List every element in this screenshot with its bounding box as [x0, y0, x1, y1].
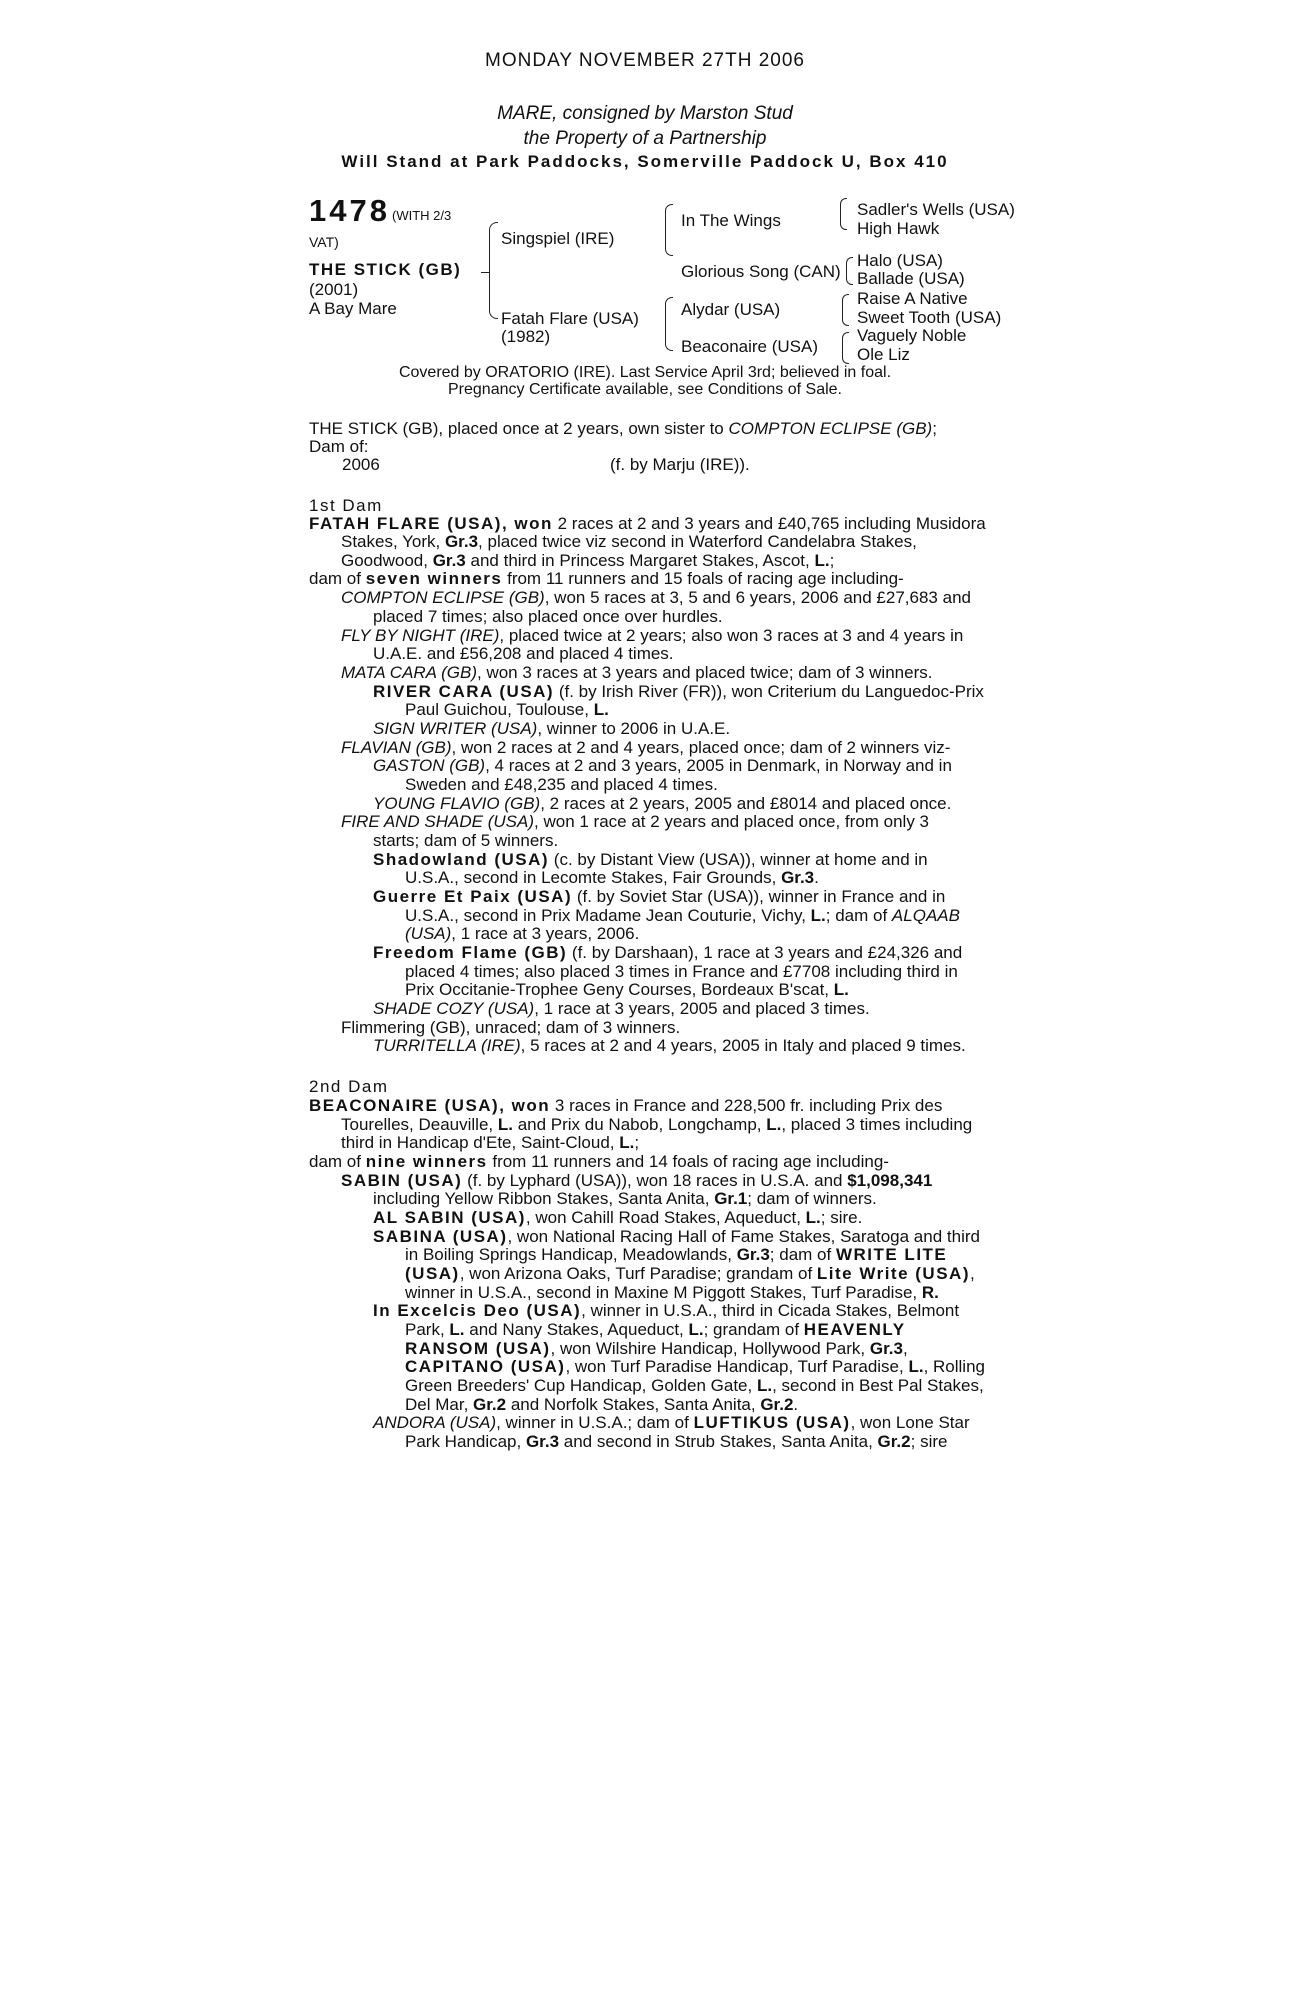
produce-entry: including Yellow Ribbon Stakes, Santa Anita, Gr.1; dam of winners.	[373, 1189, 877, 1208]
dam-dam: Beaconaire (USA)	[681, 337, 819, 356]
produce-entry: GASTON (GB), 4 races at 2 and 3 years, 2005 in Denmark, in Norway and in	[373, 756, 952, 775]
second-dam-heading: 2nd Dam	[309, 1077, 389, 1096]
produce-entry: Green Breeders' Cup Handicap, Golden Gate, L., second in Best Pal Stakes,	[405, 1376, 984, 1395]
produce-entry: (USA), 1 race at 3 years, 2006.	[405, 924, 640, 943]
produce-entry: Guerre Et Paix (USA) (f. by Soviet Star (USA)), winner in France and in	[373, 887, 946, 906]
dam-sire-dam: Sweet Tooth (USA)	[857, 308, 1002, 327]
produce-entry: Shadowland (USA) (c. by Distant View (USA)), winner at home and in	[373, 850, 928, 869]
property: the Property of a Partnership	[523, 128, 767, 149]
produce-entry: placed 7 times; also placed once over hurdles.	[373, 607, 723, 626]
produce-entry: SABINA (USA), won National Racing Hall of Fame Stakes, Saratoga and third	[373, 1227, 980, 1246]
produce-entry: FLY BY NIGHT (IRE), placed twice at 2 years; also won 3 races at 3 and 4 years in	[341, 626, 964, 645]
produce-entry: CAPITANO (USA), won Turf Paradise Handicap, Turf Paradise, L., Rolling	[405, 1357, 985, 1376]
dam-sire: Alydar (USA)	[681, 300, 781, 319]
lot-number: 1478	[309, 193, 390, 228]
pedigree-brace-upper	[489, 222, 498, 273]
produce-entry: Del Mar, Gr.2 and Norfolk Stakes, Santa Anita, Gr.2.	[405, 1395, 799, 1414]
sire-sire: In The Wings	[681, 211, 781, 230]
sale-date: MONDAY NOVEMBER 27TH 2006	[485, 50, 805, 71]
sd-brace	[846, 257, 853, 285]
produce-entry: MATA CARA (GB), won 3 races at 3 years and placed twice; dam of 3 winners.	[341, 663, 933, 682]
produce-entry: In Excelcis Deo (USA), winner in U.S.A., third in Cicada Stakes, Belmont	[373, 1301, 960, 1320]
horse-name: THE STICK (GB)	[309, 260, 462, 279]
dam-year: (1982)	[501, 327, 551, 346]
produce-entry: RIVER CARA (USA) (f. by Irish River (FR)), won Criterium du Languedoc-Prix	[373, 682, 984, 701]
produce-entry: in Boiling Springs Handicap, Meadowlands, Gr.3; dam of WRITE LITE	[405, 1245, 948, 1264]
dam: Fatah Flare (USA)	[501, 309, 639, 328]
dam-of-label: Dam of:	[309, 437, 369, 456]
produce-entry: SHADE COZY (USA), 1 race at 3 years, 2005 and placed 3 times.	[373, 999, 870, 1018]
first-dam-line: dam of seven winners from 11 runners and 15 foals of racing age including-	[309, 569, 904, 588]
produce-entry: SIGN WRITER (USA), winner to 2006 in U.A.E.	[373, 719, 731, 738]
produce-entry: Flimmering (GB), unraced; dam of 3 winners.	[341, 1018, 681, 1037]
produce-entry: YOUNG FLAVIO (GB), 2 races at 2 years, 2005 and £8014 and placed once.	[373, 794, 952, 813]
pregnancy-note: Pregnancy Certificate available, see Conditions of Sale.	[448, 381, 842, 398]
sire-dam-dam: Ballade (USA)	[857, 269, 965, 288]
second-dam-line: dam of nine winners from 11 runners and 14 foals of racing age including-	[309, 1152, 889, 1171]
produce-entry: RANSOM (USA), won Wilshire Handicap, Hollywood Park, Gr.3,	[405, 1339, 908, 1358]
produce-entry: Paul Guichou, Toulouse, L.	[405, 700, 609, 719]
produce-entry: SABIN (USA) (f. by Lyphard (USA)), won 18 races in U.S.A. and $1,098,341	[341, 1171, 933, 1190]
vat-note-end: VAT)	[309, 234, 339, 250]
produce-entry: FLAVIAN (GB), won 2 races at 2 and 4 years, placed once; dam of 2 winners viz-	[341, 738, 951, 757]
first-dam-line: Goodwood, Gr.3 and third in Princess Margaret Stakes, Ascot, L.;	[341, 551, 835, 570]
dam-dam-sire: Vaguely Noble	[857, 326, 967, 345]
produce-entry: Prix Occitanie-Trophee Geny Courses, Bordeaux B'scat, L.	[405, 980, 849, 999]
produce-entry: FIRE AND SHADE (USA), won 1 race at 2 years and placed once, from only 3	[341, 812, 930, 831]
pedigree-brace-tick	[481, 272, 489, 273]
first-dam-heading: 1st Dam	[309, 496, 383, 515]
produce-entry: COMPTON ECLIPSE (GB), won 5 races at 3, 5 and 6 years, 2006 and £27,683 and	[341, 588, 971, 607]
produce-entry: (USA), won Arizona Oaks, Turf Paradise; grandam of Lite Write (USA),	[405, 1264, 975, 1283]
first-dam-line: Stakes, York, Gr.3, placed twice viz second in Waterford Candelabra Stakes,	[341, 532, 917, 551]
produce-entry: Park Handicap, Gr.3 and second in Strub Stakes, Santa Anita, Gr.2; sire	[405, 1432, 948, 1451]
produce-entry: U.A.E. and £56,208 and placed 4 times.	[373, 644, 674, 663]
vat-note: (WITH 2/3	[392, 208, 452, 223]
second-dam-line: BEACONAIRE (USA), won 3 races in France and 228,500 fr. including Prix des	[309, 1096, 943, 1115]
sire-dam-sire: Halo (USA)	[857, 251, 943, 270]
intro-line: THE STICK (GB), placed once at 2 years, own sister to COMPTON ECLIPSE (GB);	[309, 419, 937, 438]
horse-description: A Bay Mare	[309, 299, 397, 318]
ds-brace	[842, 294, 849, 326]
sire: Singspiel (IRE)	[501, 229, 615, 248]
sire-dam: Glorious Song (CAN)	[681, 262, 841, 281]
produce-entry: winner in U.S.A., second in Maxine M Piggott Stakes, Turf Paradise, R.	[405, 1283, 939, 1302]
produce-entry: AL SABIN (USA), won Cahill Road Stakes, Aqueduct, L.; sire.	[373, 1208, 863, 1227]
produce-entry: Sweden and £48,235 and placed 4 times.	[405, 775, 718, 794]
consignment: MARE, consigned by Marston Stud	[497, 103, 793, 124]
produce-entry: U.S.A., second in Prix Madame Jean Couturie, Vichy, L.; dam of ALQAAB	[405, 906, 960, 925]
produce-entry: ANDORA (USA), winner in U.S.A.; dam of LUFTIKUS (USA), won Lone Star	[373, 1413, 970, 1432]
cover-note: Covered by ORATORIO (IRE). Last Service April 3rd; believed in foal.	[398, 364, 892, 381]
produce-entry: Freedom Flame (GB) (f. by Darshaan), 1 race at 3 years and £24,326 and	[373, 943, 963, 962]
produce-entry: starts; dam of 5 winners.	[373, 831, 559, 850]
first-dam-line: FATAH FLARE (USA), won 2 races at 2 and 3 years and £40,765 including Musidora	[309, 514, 986, 533]
sire-sire-dam: High Hawk	[857, 219, 940, 238]
pedigree-brace-lower	[489, 272, 498, 319]
second-dam-line: third in Handicap d'Ete, Saint-Cloud, L.;	[341, 1133, 640, 1152]
dam-sire-sire: Raise A Native	[857, 289, 968, 308]
foaling-year: (2001)	[309, 280, 359, 299]
second-dam-line: Tourelles, Deauville, L. and Prix du Nabob, Longchamp, L., placed 3 times including	[341, 1115, 973, 1134]
produce-year: 2006	[342, 455, 380, 474]
dam-brace	[665, 297, 673, 351]
produce-entry: Park, L. and Nany Stakes, Aqueduct, L.; grandam of HEAVENLY	[405, 1320, 906, 1339]
produce-entry: TURRITELLA (IRE), 5 races at 2 and 4 years, 2005 in Italy and placed 9 times.	[373, 1036, 966, 1055]
produce-foal: (f. by Marju (IRE)).	[610, 455, 750, 474]
produce-entry: placed 4 times; also placed 3 times in France and £7708 including third in	[405, 962, 958, 981]
dd-brace	[842, 332, 849, 364]
dam-dam-dam: Ole Liz	[857, 345, 910, 364]
ss-brace	[840, 198, 847, 230]
sire-brace	[665, 204, 673, 256]
produce-entry: U.S.A., second in Lecomte Stakes, Fair Grounds, Gr.3.	[405, 868, 819, 887]
stand-location: Will Stand at Park Paddocks, Somerville Paddock U, Box 410	[341, 152, 949, 171]
sire-sire-sire: Sadler's Wells (USA)	[857, 200, 1015, 219]
